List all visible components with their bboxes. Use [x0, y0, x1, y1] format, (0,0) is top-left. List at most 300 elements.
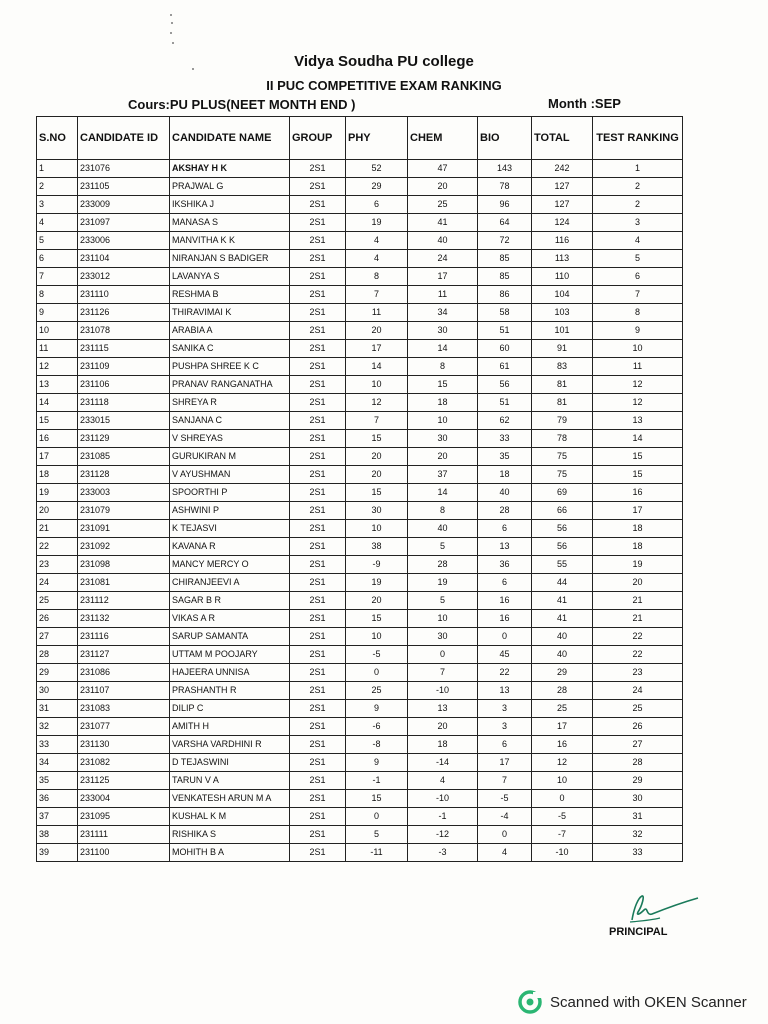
table-cell: SANJANA C — [170, 412, 290, 430]
table-cell: -8 — [346, 736, 408, 754]
table-cell: 16 — [593, 484, 683, 502]
table-cell: 13 — [478, 682, 532, 700]
table-cell: 2S1 — [290, 160, 346, 178]
table-cell: 15 — [346, 484, 408, 502]
table-cell: 13 — [478, 538, 532, 556]
table-cell: 27 — [593, 736, 683, 754]
table-cell: 3 — [37, 196, 78, 214]
table-cell: 2S1 — [290, 448, 346, 466]
table-cell: 6 — [478, 520, 532, 538]
table-cell: 66 — [532, 502, 593, 520]
table-cell: 14 — [37, 394, 78, 412]
table-cell: 7 — [37, 268, 78, 286]
table-cell: 231128 — [78, 466, 170, 484]
table-cell: THIRAVIMAI K — [170, 304, 290, 322]
table-cell: 233012 — [78, 268, 170, 286]
table-cell: 10 — [593, 340, 683, 358]
table-cell: 2 — [593, 178, 683, 196]
table-cell: 9 — [593, 322, 683, 340]
table-cell: -10 — [408, 682, 478, 700]
table-cell: SANIKA C — [170, 340, 290, 358]
table-cell: 35 — [478, 448, 532, 466]
table-cell: 41 — [408, 214, 478, 232]
col-total: TOTAL — [532, 117, 593, 160]
table-cell: 16 — [37, 430, 78, 448]
table-cell: 24 — [37, 574, 78, 592]
table-cell: 2S1 — [290, 250, 346, 268]
table-cell: 0 — [478, 628, 532, 646]
table-cell: 17 — [478, 754, 532, 772]
table-cell: 14 — [408, 340, 478, 358]
table-cell: ARABIA A — [170, 322, 290, 340]
table-cell: 231110 — [78, 286, 170, 304]
table-row — [37, 592, 683, 610]
table-cell: 30 — [408, 628, 478, 646]
table-cell: 60 — [478, 340, 532, 358]
table-cell: 3 — [478, 700, 532, 718]
table-cell: 5 — [408, 592, 478, 610]
table-cell: 231104 — [78, 250, 170, 268]
table-cell: 19 — [346, 574, 408, 592]
table-cell: VIKAS A R — [170, 610, 290, 628]
table-cell: 20 — [346, 322, 408, 340]
table-cell: 2S1 — [290, 484, 346, 502]
table-cell: 33 — [593, 844, 683, 862]
table-cell: PRASHANTH R — [170, 682, 290, 700]
table-row — [37, 574, 683, 592]
table-cell: 242 — [532, 160, 593, 178]
table-cell: 2S1 — [290, 808, 346, 826]
table-cell: 13 — [37, 376, 78, 394]
table-cell: 16 — [532, 736, 593, 754]
table-cell: 10 — [37, 322, 78, 340]
table-cell: 15 — [346, 430, 408, 448]
table-cell: LAVANYA S — [170, 268, 290, 286]
table-cell: 2S1 — [290, 574, 346, 592]
table-cell: 28 — [593, 754, 683, 772]
table-cell: 2S1 — [290, 394, 346, 412]
table-cell: 15 — [346, 790, 408, 808]
table-cell: -12 — [408, 826, 478, 844]
table-cell: 25 — [593, 700, 683, 718]
table-cell: 8 — [37, 286, 78, 304]
principal-label: PRINCIPAL — [609, 926, 668, 938]
table-cell: 39 — [37, 844, 78, 862]
table-cell: MANASA S — [170, 214, 290, 232]
table-cell: 34 — [408, 304, 478, 322]
table-cell: 61 — [478, 358, 532, 376]
table-cell: 231111 — [78, 826, 170, 844]
table-cell: 75 — [532, 466, 593, 484]
table-cell: -14 — [408, 754, 478, 772]
table-cell: -9 — [346, 556, 408, 574]
table-cell: PUSHPA SHREE K C — [170, 358, 290, 376]
scanner-watermark — [518, 990, 747, 1014]
table-cell: 20 — [408, 448, 478, 466]
table-cell: 18 — [408, 736, 478, 754]
table-cell: NIRANJAN S BADIGER — [170, 250, 290, 268]
table-cell: 231115 — [78, 340, 170, 358]
table-cell: 29 — [593, 772, 683, 790]
table-cell: 36 — [478, 556, 532, 574]
table-cell: 4 — [478, 844, 532, 862]
table-cell: 231126 — [78, 304, 170, 322]
table-cell: 91 — [532, 340, 593, 358]
table-cell: 231130 — [78, 736, 170, 754]
table-cell: 15 — [408, 376, 478, 394]
table-cell: -1 — [408, 808, 478, 826]
signature-icon — [612, 890, 702, 931]
table-cell: 7 — [346, 412, 408, 430]
table-cell: 18 — [478, 466, 532, 484]
table-cell: 12 — [532, 754, 593, 772]
table-cell: 10 — [346, 376, 408, 394]
table-row — [37, 754, 683, 772]
table-cell: 5 — [593, 250, 683, 268]
table-row — [37, 844, 683, 862]
table-row — [37, 772, 683, 790]
table-row — [37, 610, 683, 628]
table-cell: -4 — [478, 808, 532, 826]
table-cell: 17 — [532, 718, 593, 736]
table-cell: SAGAR B R — [170, 592, 290, 610]
table-cell: 72 — [478, 232, 532, 250]
table-cell: 231085 — [78, 448, 170, 466]
table-cell: 9 — [37, 304, 78, 322]
table-cell: -5 — [532, 808, 593, 826]
table-cell: 56 — [478, 376, 532, 394]
table-cell: 18 — [593, 520, 683, 538]
table-cell: 17 — [593, 502, 683, 520]
table-cell: -5 — [346, 646, 408, 664]
table-cell: 20 — [346, 448, 408, 466]
table-cell: MANCY MERCY O — [170, 556, 290, 574]
table-cell: 19 — [593, 556, 683, 574]
table-cell: 12 — [37, 358, 78, 376]
table-cell: 2S1 — [290, 826, 346, 844]
table-cell: 40 — [408, 520, 478, 538]
table-cell: 143 — [478, 160, 532, 178]
table-cell: 231125 — [78, 772, 170, 790]
table-cell: 6 — [478, 736, 532, 754]
table-cell: 2S1 — [290, 520, 346, 538]
table-cell: 25 — [408, 196, 478, 214]
table-cell: 22 — [593, 628, 683, 646]
table-cell: 14 — [408, 484, 478, 502]
table-cell: 4 — [408, 772, 478, 790]
table-cell: 6 — [37, 250, 78, 268]
table-row — [37, 394, 683, 412]
table-cell: 233006 — [78, 232, 170, 250]
table-cell: 20 — [346, 466, 408, 484]
table-cell: 29 — [532, 664, 593, 682]
table-cell: 231127 — [78, 646, 170, 664]
table-cell: 2S1 — [290, 556, 346, 574]
table-cell: 4 — [37, 214, 78, 232]
table-cell: 40 — [478, 484, 532, 502]
table-cell: 2S1 — [290, 286, 346, 304]
table-cell: 2S1 — [290, 196, 346, 214]
table-cell: 2S1 — [290, 466, 346, 484]
table-cell: 40 — [532, 646, 593, 664]
table-cell: 62 — [478, 412, 532, 430]
table-cell: 41 — [532, 610, 593, 628]
table-row — [37, 646, 683, 664]
table-cell: -6 — [346, 718, 408, 736]
table-cell: AMITH H — [170, 718, 290, 736]
table-cell: 2S1 — [290, 412, 346, 430]
oken-scanner-logo-icon — [518, 990, 542, 1014]
table-row — [37, 178, 683, 196]
table-cell: 11 — [37, 340, 78, 358]
table-cell: 6 — [346, 196, 408, 214]
table-cell: 13 — [408, 700, 478, 718]
table-cell: 36 — [37, 790, 78, 808]
table-cell: 231100 — [78, 844, 170, 862]
table-cell: 231076 — [78, 160, 170, 178]
table-row — [37, 448, 683, 466]
table-row — [37, 250, 683, 268]
table-cell: 8 — [593, 304, 683, 322]
table-cell: 11 — [346, 304, 408, 322]
table-cell: 231091 — [78, 520, 170, 538]
table-cell: 2S1 — [290, 718, 346, 736]
table-cell: 23 — [593, 664, 683, 682]
table-body — [37, 160, 683, 862]
table-cell: D TEJASWINI — [170, 754, 290, 772]
table-cell: 32 — [37, 718, 78, 736]
table-cell: 2S1 — [290, 358, 346, 376]
table-cell: 0 — [478, 826, 532, 844]
table-cell: 56 — [532, 520, 593, 538]
table-cell: VENKATESH ARUN M A — [170, 790, 290, 808]
table-cell: -5 — [478, 790, 532, 808]
table-cell: 30 — [408, 322, 478, 340]
table-cell: 2S1 — [290, 304, 346, 322]
table-cell: 26 — [37, 610, 78, 628]
table-cell: 233009 — [78, 196, 170, 214]
table-cell: 15 — [593, 448, 683, 466]
table-cell: 19 — [346, 214, 408, 232]
table-cell: 2S1 — [290, 844, 346, 862]
table-row — [37, 196, 683, 214]
table-cell: KUSHAL K M — [170, 808, 290, 826]
table-cell: 58 — [478, 304, 532, 322]
table-cell: 75 — [532, 448, 593, 466]
table-cell: 40 — [408, 232, 478, 250]
table-cell: 12 — [593, 376, 683, 394]
table-cell: 10 — [408, 610, 478, 628]
table-cell: RESHMA B — [170, 286, 290, 304]
table-cell: 4 — [346, 250, 408, 268]
table-cell: 2S1 — [290, 628, 346, 646]
table-cell: PRANAV RANGANATHA — [170, 376, 290, 394]
table-cell: 19 — [408, 574, 478, 592]
table-cell: 116 — [532, 232, 593, 250]
table-cell: 44 — [532, 574, 593, 592]
table-cell: 17 — [408, 268, 478, 286]
table-cell: RISHIKA S — [170, 826, 290, 844]
table-row — [37, 700, 683, 718]
table-cell: 2S1 — [290, 682, 346, 700]
table-cell: 231095 — [78, 808, 170, 826]
table-cell: SARUP SAMANTA — [170, 628, 290, 646]
table-cell: 2S1 — [290, 340, 346, 358]
table-cell: 0 — [408, 646, 478, 664]
table-cell: 13 — [593, 412, 683, 430]
table-cell: 231105 — [78, 178, 170, 196]
table-cell: 31 — [593, 808, 683, 826]
table-cell: 113 — [532, 250, 593, 268]
table-cell: 26 — [593, 718, 683, 736]
table-cell: HAJEERA UNNISA — [170, 664, 290, 682]
table-cell: 51 — [478, 322, 532, 340]
table-cell: 8 — [346, 268, 408, 286]
table-cell: 27 — [37, 628, 78, 646]
table-cell: 231116 — [78, 628, 170, 646]
table-cell: 78 — [532, 430, 593, 448]
table-cell: 25 — [346, 682, 408, 700]
table-cell: VARSHA VARDHINI R — [170, 736, 290, 754]
table-cell: 16 — [478, 592, 532, 610]
table-cell: 24 — [408, 250, 478, 268]
table-cell: 7 — [478, 772, 532, 790]
table-cell: 231081 — [78, 574, 170, 592]
table-cell: 55 — [532, 556, 593, 574]
table-cell: 231118 — [78, 394, 170, 412]
table-cell: 104 — [532, 286, 593, 304]
table-cell: 110 — [532, 268, 593, 286]
table-cell: 2S1 — [290, 772, 346, 790]
table-row — [37, 502, 683, 520]
table-cell: 7 — [593, 286, 683, 304]
table-cell: 2S1 — [290, 610, 346, 628]
table-cell: 231097 — [78, 214, 170, 232]
table-cell: 25 — [37, 592, 78, 610]
table-cell: TARUN V A — [170, 772, 290, 790]
table-cell: 30 — [593, 790, 683, 808]
table-cell: 86 — [478, 286, 532, 304]
table-cell: -11 — [346, 844, 408, 862]
table-cell: 79 — [532, 412, 593, 430]
table-cell: 29 — [346, 178, 408, 196]
table-cell: -10 — [532, 844, 593, 862]
table-cell: 20 — [37, 502, 78, 520]
table-cell: 47 — [408, 160, 478, 178]
table-cell: 11 — [408, 286, 478, 304]
table-cell: 0 — [346, 664, 408, 682]
table-cell: 124 — [532, 214, 593, 232]
table-cell: 233015 — [78, 412, 170, 430]
table-cell: 37 — [408, 466, 478, 484]
table-cell: 2S1 — [290, 592, 346, 610]
table-cell: 11 — [593, 358, 683, 376]
col-chem: CHEM — [408, 117, 478, 160]
table-cell: 15 — [37, 412, 78, 430]
table-cell: 2 — [593, 196, 683, 214]
table-cell: DILIP C — [170, 700, 290, 718]
table-cell: SPOORTHI P — [170, 484, 290, 502]
table-cell: 81 — [532, 376, 593, 394]
table-cell: 127 — [532, 196, 593, 214]
table-cell: 78 — [478, 178, 532, 196]
table-cell: 85 — [478, 268, 532, 286]
table-cell: 101 — [532, 322, 593, 340]
table-cell: 17 — [346, 340, 408, 358]
table-cell: 20 — [408, 178, 478, 196]
table-row — [37, 466, 683, 484]
table-cell: 1 — [593, 160, 683, 178]
table-cell: -7 — [532, 826, 593, 844]
table-row — [37, 304, 683, 322]
table-cell: 16 — [478, 610, 532, 628]
table-cell: UTTAM M POOJARY — [170, 646, 290, 664]
table-cell: 15 — [593, 466, 683, 484]
table-cell: ASHWINI P — [170, 502, 290, 520]
table-cell: 4 — [593, 232, 683, 250]
table-cell: V AYUSHMAN — [170, 466, 290, 484]
table-cell: GURUKIRAN M — [170, 448, 290, 466]
table-cell: 2S1 — [290, 502, 346, 520]
table-cell: 14 — [346, 358, 408, 376]
table-cell: 31 — [37, 700, 78, 718]
table-cell: 20 — [593, 574, 683, 592]
table-cell: 21 — [593, 592, 683, 610]
table-cell: 2S1 — [290, 214, 346, 232]
table-cell: -1 — [346, 772, 408, 790]
table-cell: 2S1 — [290, 232, 346, 250]
table-cell: 69 — [532, 484, 593, 502]
table-cell: 15 — [346, 610, 408, 628]
table-cell: 38 — [346, 538, 408, 556]
exam-title: II PUC COMPETITIVE EXAM RANKING — [266, 78, 502, 93]
col-test-ranking: TEST RANKING — [593, 117, 683, 160]
table-cell: 2S1 — [290, 538, 346, 556]
table-row — [37, 484, 683, 502]
table-cell: 3 — [593, 214, 683, 232]
table-cell: 51 — [478, 394, 532, 412]
col-bio: BIO — [478, 117, 532, 160]
table-cell: 2S1 — [290, 322, 346, 340]
table-cell: 64 — [478, 214, 532, 232]
table-cell: 41 — [532, 592, 593, 610]
table-cell: 231106 — [78, 376, 170, 394]
table-cell: 2S1 — [290, 178, 346, 196]
table-cell: 18 — [593, 538, 683, 556]
table-cell: 233003 — [78, 484, 170, 502]
table-cell: 2S1 — [290, 646, 346, 664]
table-row — [37, 664, 683, 682]
table-row — [37, 736, 683, 754]
table-cell: 30 — [37, 682, 78, 700]
table-cell: 28 — [532, 682, 593, 700]
table-cell: 103 — [532, 304, 593, 322]
table-row — [37, 682, 683, 700]
table-cell: 24 — [593, 682, 683, 700]
table-row — [37, 340, 683, 358]
table-row — [37, 268, 683, 286]
table-cell: 83 — [532, 358, 593, 376]
table-row — [37, 430, 683, 448]
table-cell: 10 — [346, 520, 408, 538]
table-cell: 231077 — [78, 718, 170, 736]
table-cell: 22 — [593, 646, 683, 664]
table-cell: 2S1 — [290, 700, 346, 718]
table-cell: 30 — [346, 502, 408, 520]
table-cell: 18 — [37, 466, 78, 484]
table-cell: 30 — [408, 430, 478, 448]
table-row — [37, 790, 683, 808]
